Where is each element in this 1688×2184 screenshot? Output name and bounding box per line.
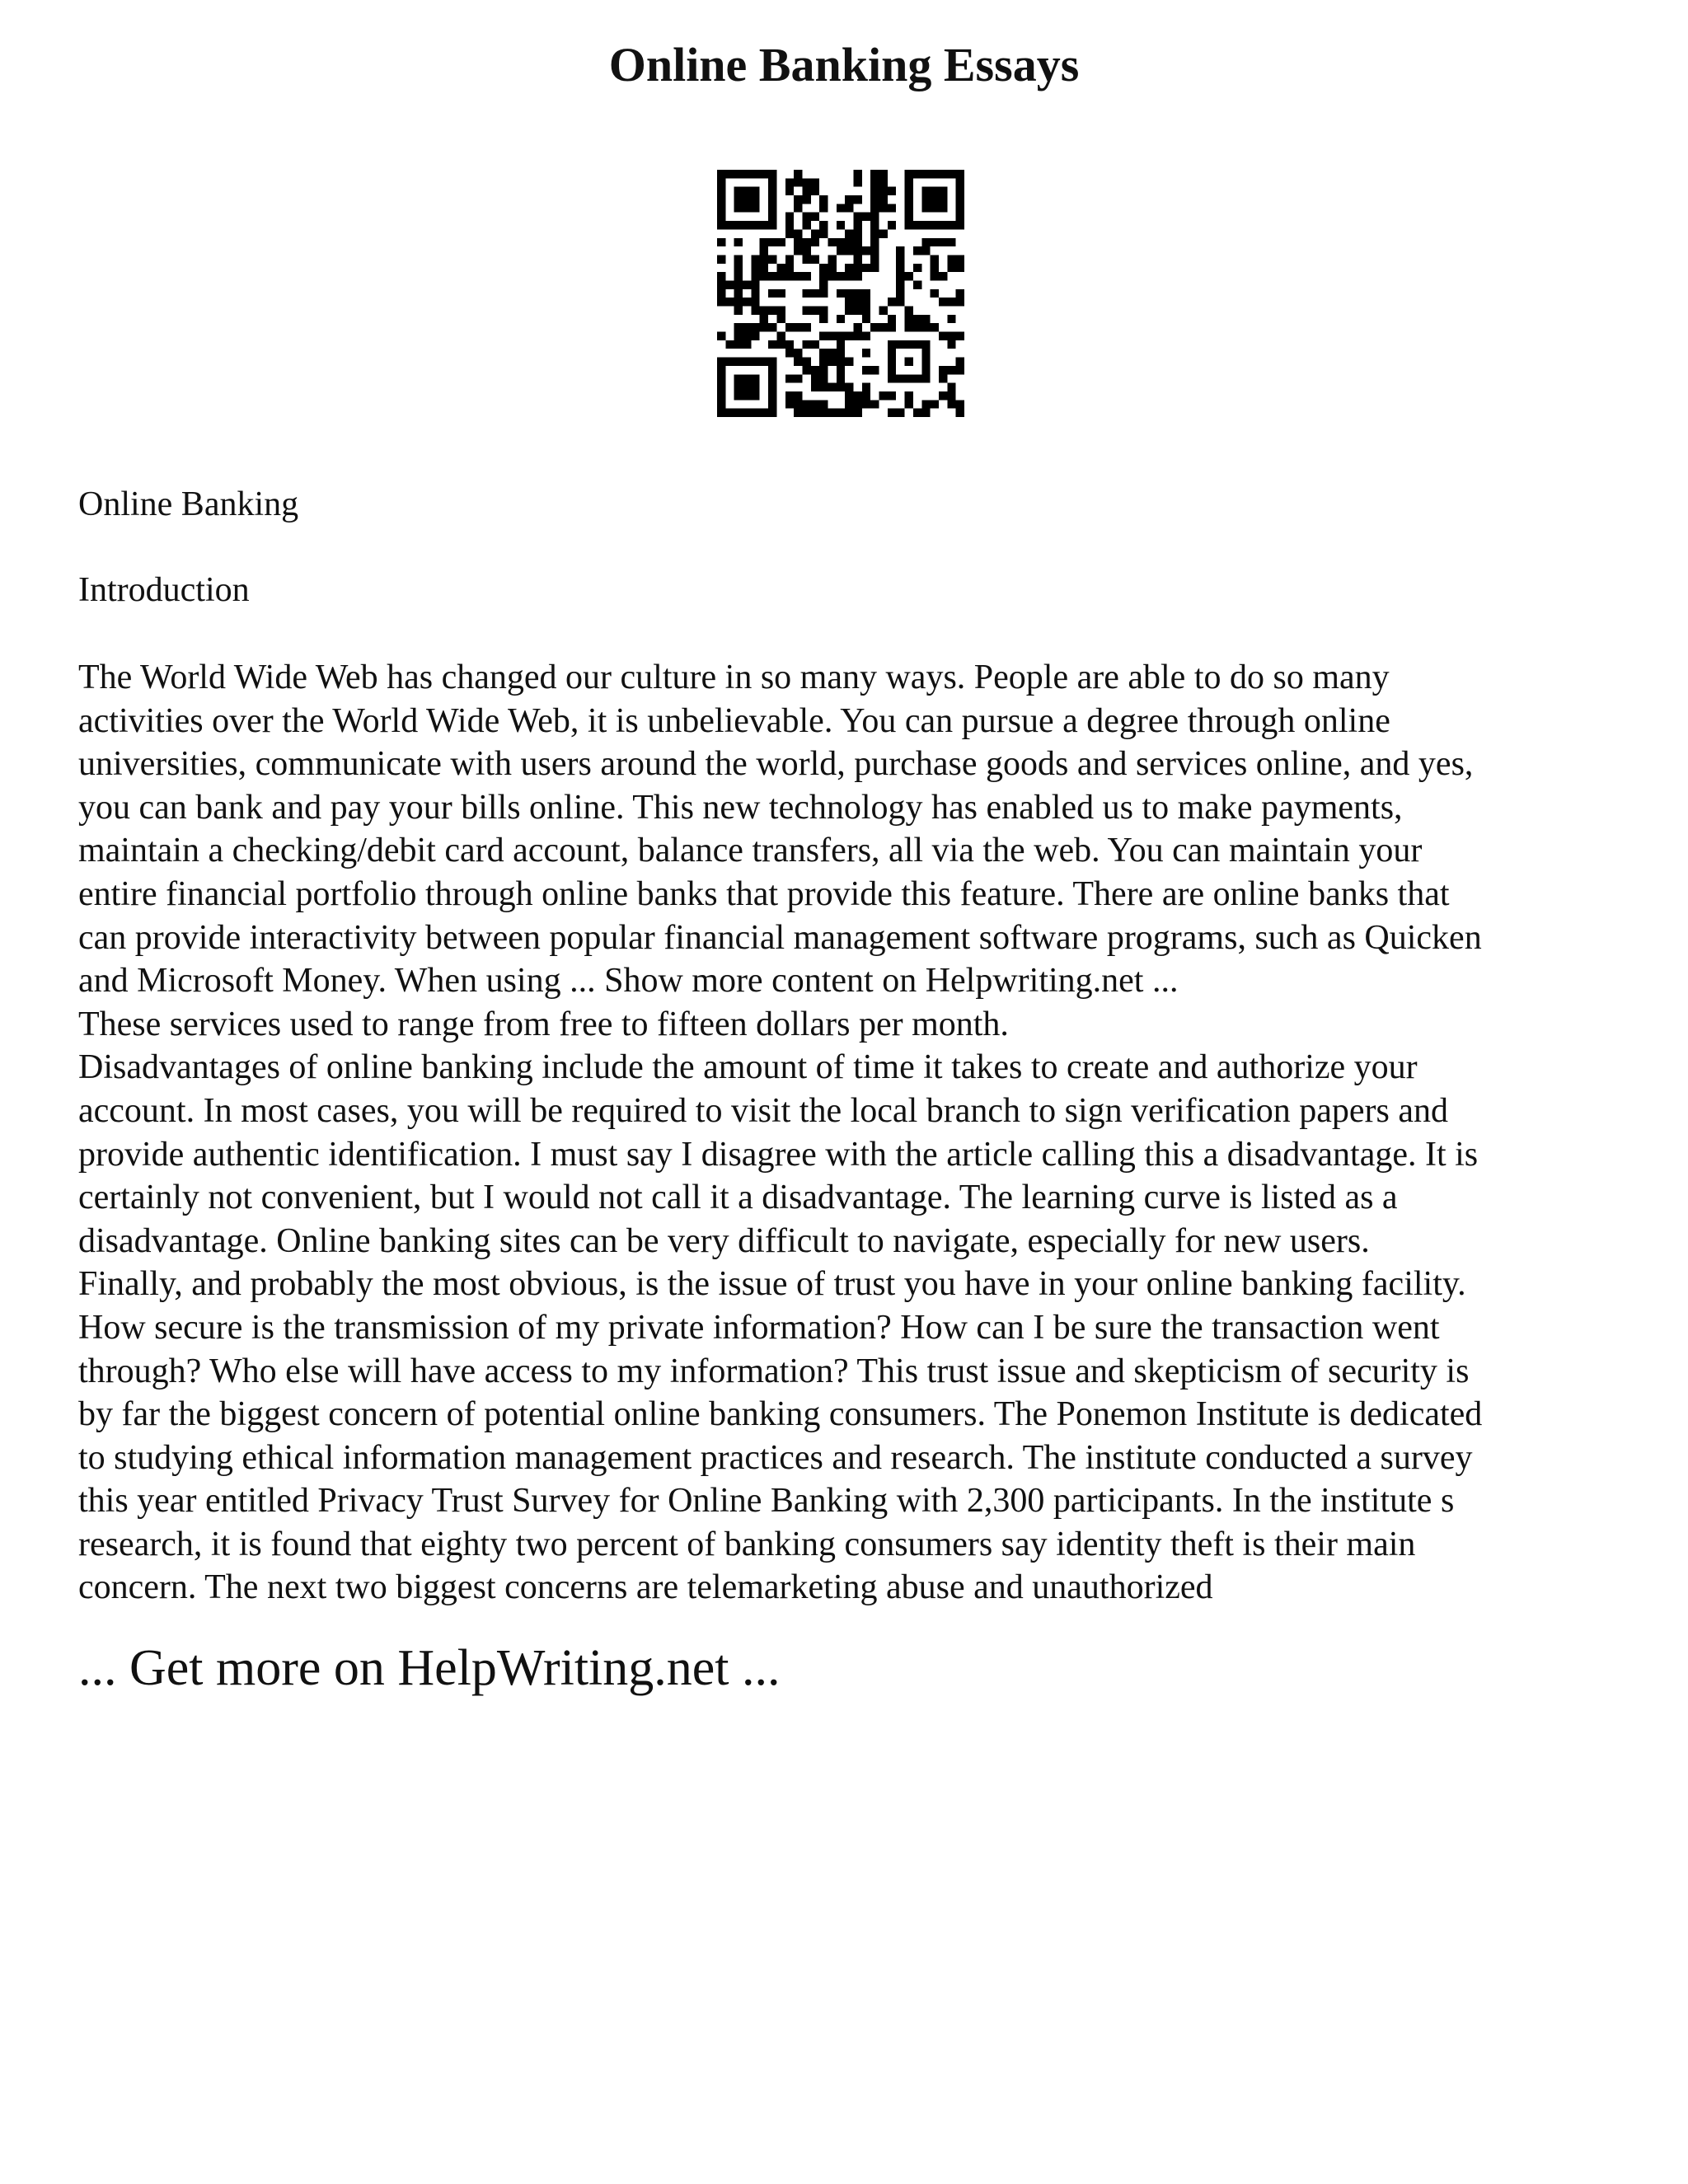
- body-line: Finally, and probably the most obvious, is the issue of trust you have in your online banking facility.: [78, 1265, 1466, 1304]
- body-line: through? Who else will have access to my information? This trust issue and skepticism of security is: [78, 1352, 1470, 1390]
- body-line-show-more: and Microsoft Money. When using ... Show more content on Helpwriting.net ...: [78, 962, 1179, 1001]
- body-line: The World Wide Web has changed our culture in so many ways. People are able to do so many: [78, 658, 1390, 696]
- introduction-heading: Introduction: [78, 571, 250, 609]
- body-line: Disadvantages of online banking include the amount of time it takes to create and authorize your: [78, 1048, 1418, 1087]
- qr-code-graphic: [717, 170, 964, 417]
- qr-code-icon: [717, 170, 964, 417]
- body-line: maintain a checking/debit card account, balance transfers, all via the web. You can maintain your: [78, 832, 1423, 870]
- body-line: by far the biggest concern of potential online banking consumers. The Ponemon Institute is dedicated: [78, 1395, 1483, 1434]
- body-line: These services used to range from free to fifteen dollars per month.: [78, 1005, 1009, 1043]
- body-line: concern. The next two biggest concerns are telemarketing abuse and unauthorized: [78, 1568, 1213, 1607]
- body-line: provide authentic identification. I must say I disagree with the article calling this a disadvantage. It is: [78, 1135, 1479, 1174]
- body-paragraphs: [78, 656, 1620, 1610]
- body-line: to studying ethical information management practices and research. The institute conducted a survey: [78, 1438, 1473, 1477]
- body-line: How secure is the transmission of my private information? How can I be sure the transaction went: [78, 1308, 1440, 1347]
- body-line: this year entitled Privacy Trust Survey for Online Banking with 2,300 participants. In the institute s: [78, 1482, 1455, 1521]
- document-title: Online Banking Essays: [608, 38, 1080, 91]
- body-line: entire financial portfolio through online banks that provide this feature. There are online banks that: [78, 874, 1450, 913]
- body-line: can provide interactivity between popular financial management software programs, such as Quicken: [78, 918, 1482, 957]
- body-line: activities over the World Wide Web, it is unbelievable. You can pursue a degree through online: [78, 701, 1390, 740]
- body-line: universities, communicate with users around the world, purchase goods and services online, and yes,: [78, 745, 1474, 784]
- get-more-link[interactable]: ... Get more on HelpWriting.net ...: [78, 1640, 781, 1696]
- body-line: disadvantage. Online banking sites can be very difficult to navigate, especially for new users.: [78, 1221, 1370, 1260]
- body-line: certainly not convenient, but I would not call it a disadvantage. The learning curve is listed as a: [78, 1179, 1398, 1217]
- body-line: research, it is found that eighty two percent of banking consumers say identity theft is their main: [78, 1525, 1416, 1563]
- body-line: account. In most cases, you will be required to visit the local branch to sign verification papers and: [78, 1091, 1449, 1130]
- section-heading: Online Banking: [78, 485, 299, 523]
- body-line: you can bank and pay your bills online. This new technology has enabled us to make payments,: [78, 788, 1403, 827]
